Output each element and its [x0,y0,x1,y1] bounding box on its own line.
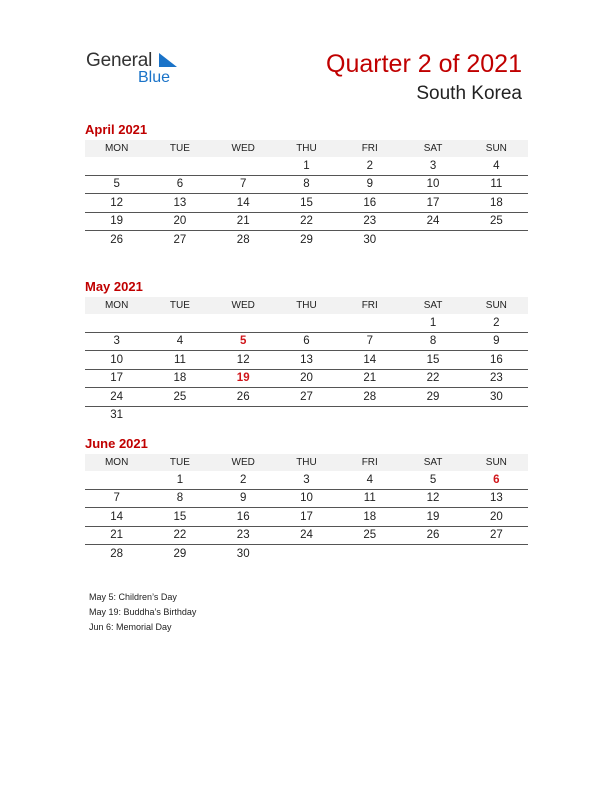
weekday-header: MON [85,140,148,157]
weekday-header: SUN [465,297,528,314]
calendar-body [85,314,528,424]
holiday-note: May 19: Buddha’s Birthday [89,607,197,617]
day-cell: 7 [85,489,148,508]
weekday-header: SUN [465,454,528,471]
day-cell: 12 [401,489,464,508]
empty-day-cell [465,231,528,249]
weekday-header: TUE [148,454,211,471]
week-row [85,489,528,508]
day-cell: 13 [275,351,338,370]
day-cell: 15 [275,194,338,213]
day-cell: 30 [236,547,250,560]
logo-blue-text: Blue [138,69,171,86]
day-cell: 20 [465,508,528,527]
empty-day-cell [148,406,211,424]
day-cell: 9 [212,489,275,508]
weekday-header-row [85,140,528,157]
weekday-header-row [85,454,528,471]
day-cell: 17 [401,194,464,213]
day-cell: 24 [85,388,148,407]
calendar-table [85,297,528,424]
day-cell: 17 [85,369,148,388]
day-cell: 6 [275,332,338,351]
day-cell: 29 [300,233,313,246]
day-cell: 1 [148,471,211,489]
day-cell: 11 [338,489,401,508]
day-cell: 18 [148,369,211,388]
day-cell: 22 [275,212,338,231]
empty-day-cell [275,314,338,332]
week-row [85,351,528,370]
week-row [85,175,528,194]
day-cell: 28 [236,233,250,246]
weekday-header: FRI [338,454,401,471]
month-title: April 2021 [85,122,148,137]
empty-day-cell [212,157,275,175]
day-cell: 26 [401,526,464,545]
day-cell: 20 [275,369,338,388]
day-cell: 15 [401,351,464,370]
day-cell: 8 [148,489,211,508]
week-row [85,526,528,545]
day-cell: 11 [148,351,211,370]
day-cell: 27 [465,526,528,545]
day-cell: 3 [275,471,338,489]
logo-triangle-icon [159,53,177,69]
month-title: June 2021 [85,436,148,451]
day-cell: 14 [212,194,275,213]
day-cell: 2 [212,471,275,489]
day-cell: 10 [85,351,148,370]
day-cell: 23 [465,369,528,388]
day-cell: 19 [212,369,275,388]
day-cell: 15 [148,508,211,527]
day-cell: 21 [338,369,401,388]
day-cell: 12 [85,194,148,213]
empty-day-cell [338,406,401,424]
day-cell: 16 [338,194,401,213]
empty-day-cell [338,545,401,563]
day-cell: 9 [465,332,528,351]
week-row [85,406,528,424]
empty-day-cell [401,231,464,249]
day-cell: 19 [85,212,148,231]
day-cell: 29 [401,388,464,407]
weekday-header: MON [85,297,148,314]
day-cell: 26 [110,233,124,246]
day-cell: 6 [148,175,211,194]
weekday-header: THU [275,140,338,157]
weekday-header: WED [212,297,275,314]
page-title: Quarter 2 of 2021 [326,50,522,78]
holiday-notes [89,590,196,635]
day-cell: 16 [465,351,528,370]
month-june [85,436,528,563]
day-cell: 4 [465,157,528,175]
country-name: South Korea [416,83,522,104]
day-cell: 21 [85,526,148,545]
calendar-table [85,454,528,563]
day-cell: 18 [465,194,528,213]
month-april [85,122,528,249]
empty-day-cell [85,471,148,489]
day-cell: 24 [401,212,464,231]
day-cell: 28 [110,547,124,560]
weekday-header: SAT [401,454,464,471]
week-row [85,471,528,489]
calendar-body [85,157,528,249]
holiday-note: Jun 6: Memorial Day [89,622,172,632]
week-row [85,231,528,249]
empty-day-cell [338,314,401,332]
day-cell: 28 [338,388,401,407]
empty-day-cell [465,545,528,563]
weekday-header: MON [85,454,148,471]
day-cell: 13 [148,194,211,213]
day-cell: 25 [465,212,528,231]
weekday-header: SAT [401,140,464,157]
day-cell: 17 [275,508,338,527]
day-cell: 29 [173,547,187,560]
week-row [85,369,528,388]
weekday-header: THU [275,454,338,471]
day-cell: 26 [212,388,275,407]
day-cell: 18 [338,508,401,527]
weekday-header: FRI [338,140,401,157]
day-cell: 1 [401,314,464,332]
calendar-table [85,140,528,249]
day-cell: 27 [173,233,187,246]
day-cell: 16 [212,508,275,527]
empty-day-cell [148,157,211,175]
holiday-note: May 5: Children’s Day [89,592,177,602]
day-cell: 19 [401,508,464,527]
day-cell: 1 [275,157,338,175]
day-cell: 22 [148,526,211,545]
day-cell: 25 [148,388,211,407]
empty-day-cell [401,406,464,424]
week-row [85,545,528,563]
week-row [85,194,528,213]
day-cell: 12 [212,351,275,370]
weekday-header: WED [212,454,275,471]
week-row [85,388,528,407]
day-cell: 3 [85,332,148,351]
day-cell: 4 [148,332,211,351]
weekday-header: THU [275,297,338,314]
day-cell: 2 [338,157,401,175]
day-cell: 21 [212,212,275,231]
day-cell: 5 [401,471,464,489]
day-cell: 25 [338,526,401,545]
empty-day-cell [212,406,275,424]
weekday-header: FRI [338,297,401,314]
day-cell: 30 [363,233,377,246]
empty-day-cell [275,406,338,424]
weekday-header: TUE [148,140,211,157]
day-cell: 4 [338,471,401,489]
day-cell: 20 [148,212,211,231]
day-cell: 7 [212,175,275,194]
empty-day-cell [85,314,148,332]
empty-day-cell [275,545,338,563]
day-cell: 11 [465,175,528,194]
weekday-header: WED [212,140,275,157]
day-cell: 6 [465,471,528,489]
day-cell: 31 [110,409,124,422]
weekday-header-row [85,297,528,314]
day-cell: 23 [338,212,401,231]
calendar-body [85,471,528,563]
weekday-header: TUE [148,297,211,314]
day-cell: 13 [465,489,528,508]
day-cell: 5 [212,332,275,351]
day-cell: 9 [338,175,401,194]
empty-day-cell [85,157,148,175]
weekday-header: SAT [401,297,464,314]
day-cell: 8 [275,175,338,194]
day-cell: 30 [465,388,528,407]
day-cell: 7 [338,332,401,351]
weekday-header: SUN [465,140,528,157]
empty-day-cell [212,314,275,332]
day-cell: 8 [401,332,464,351]
week-row [85,508,528,527]
week-row [85,212,528,231]
day-cell: 3 [401,157,464,175]
week-row [85,332,528,351]
week-row [85,314,528,332]
day-cell: 10 [275,489,338,508]
day-cell: 2 [465,314,528,332]
day-cell: 27 [275,388,338,407]
day-cell: 10 [401,175,464,194]
day-cell: 24 [275,526,338,545]
month-title: May 2021 [85,279,143,294]
day-cell: 23 [212,526,275,545]
logo-general-text: General [86,50,153,71]
day-cell: 14 [338,351,401,370]
day-cell: 5 [85,175,148,194]
logo [86,50,186,90]
day-cell: 14 [85,508,148,527]
empty-day-cell [401,545,464,563]
empty-day-cell [465,406,528,424]
empty-day-cell [148,314,211,332]
week-row [85,157,528,175]
month-may [85,279,528,424]
day-cell: 22 [401,369,464,388]
